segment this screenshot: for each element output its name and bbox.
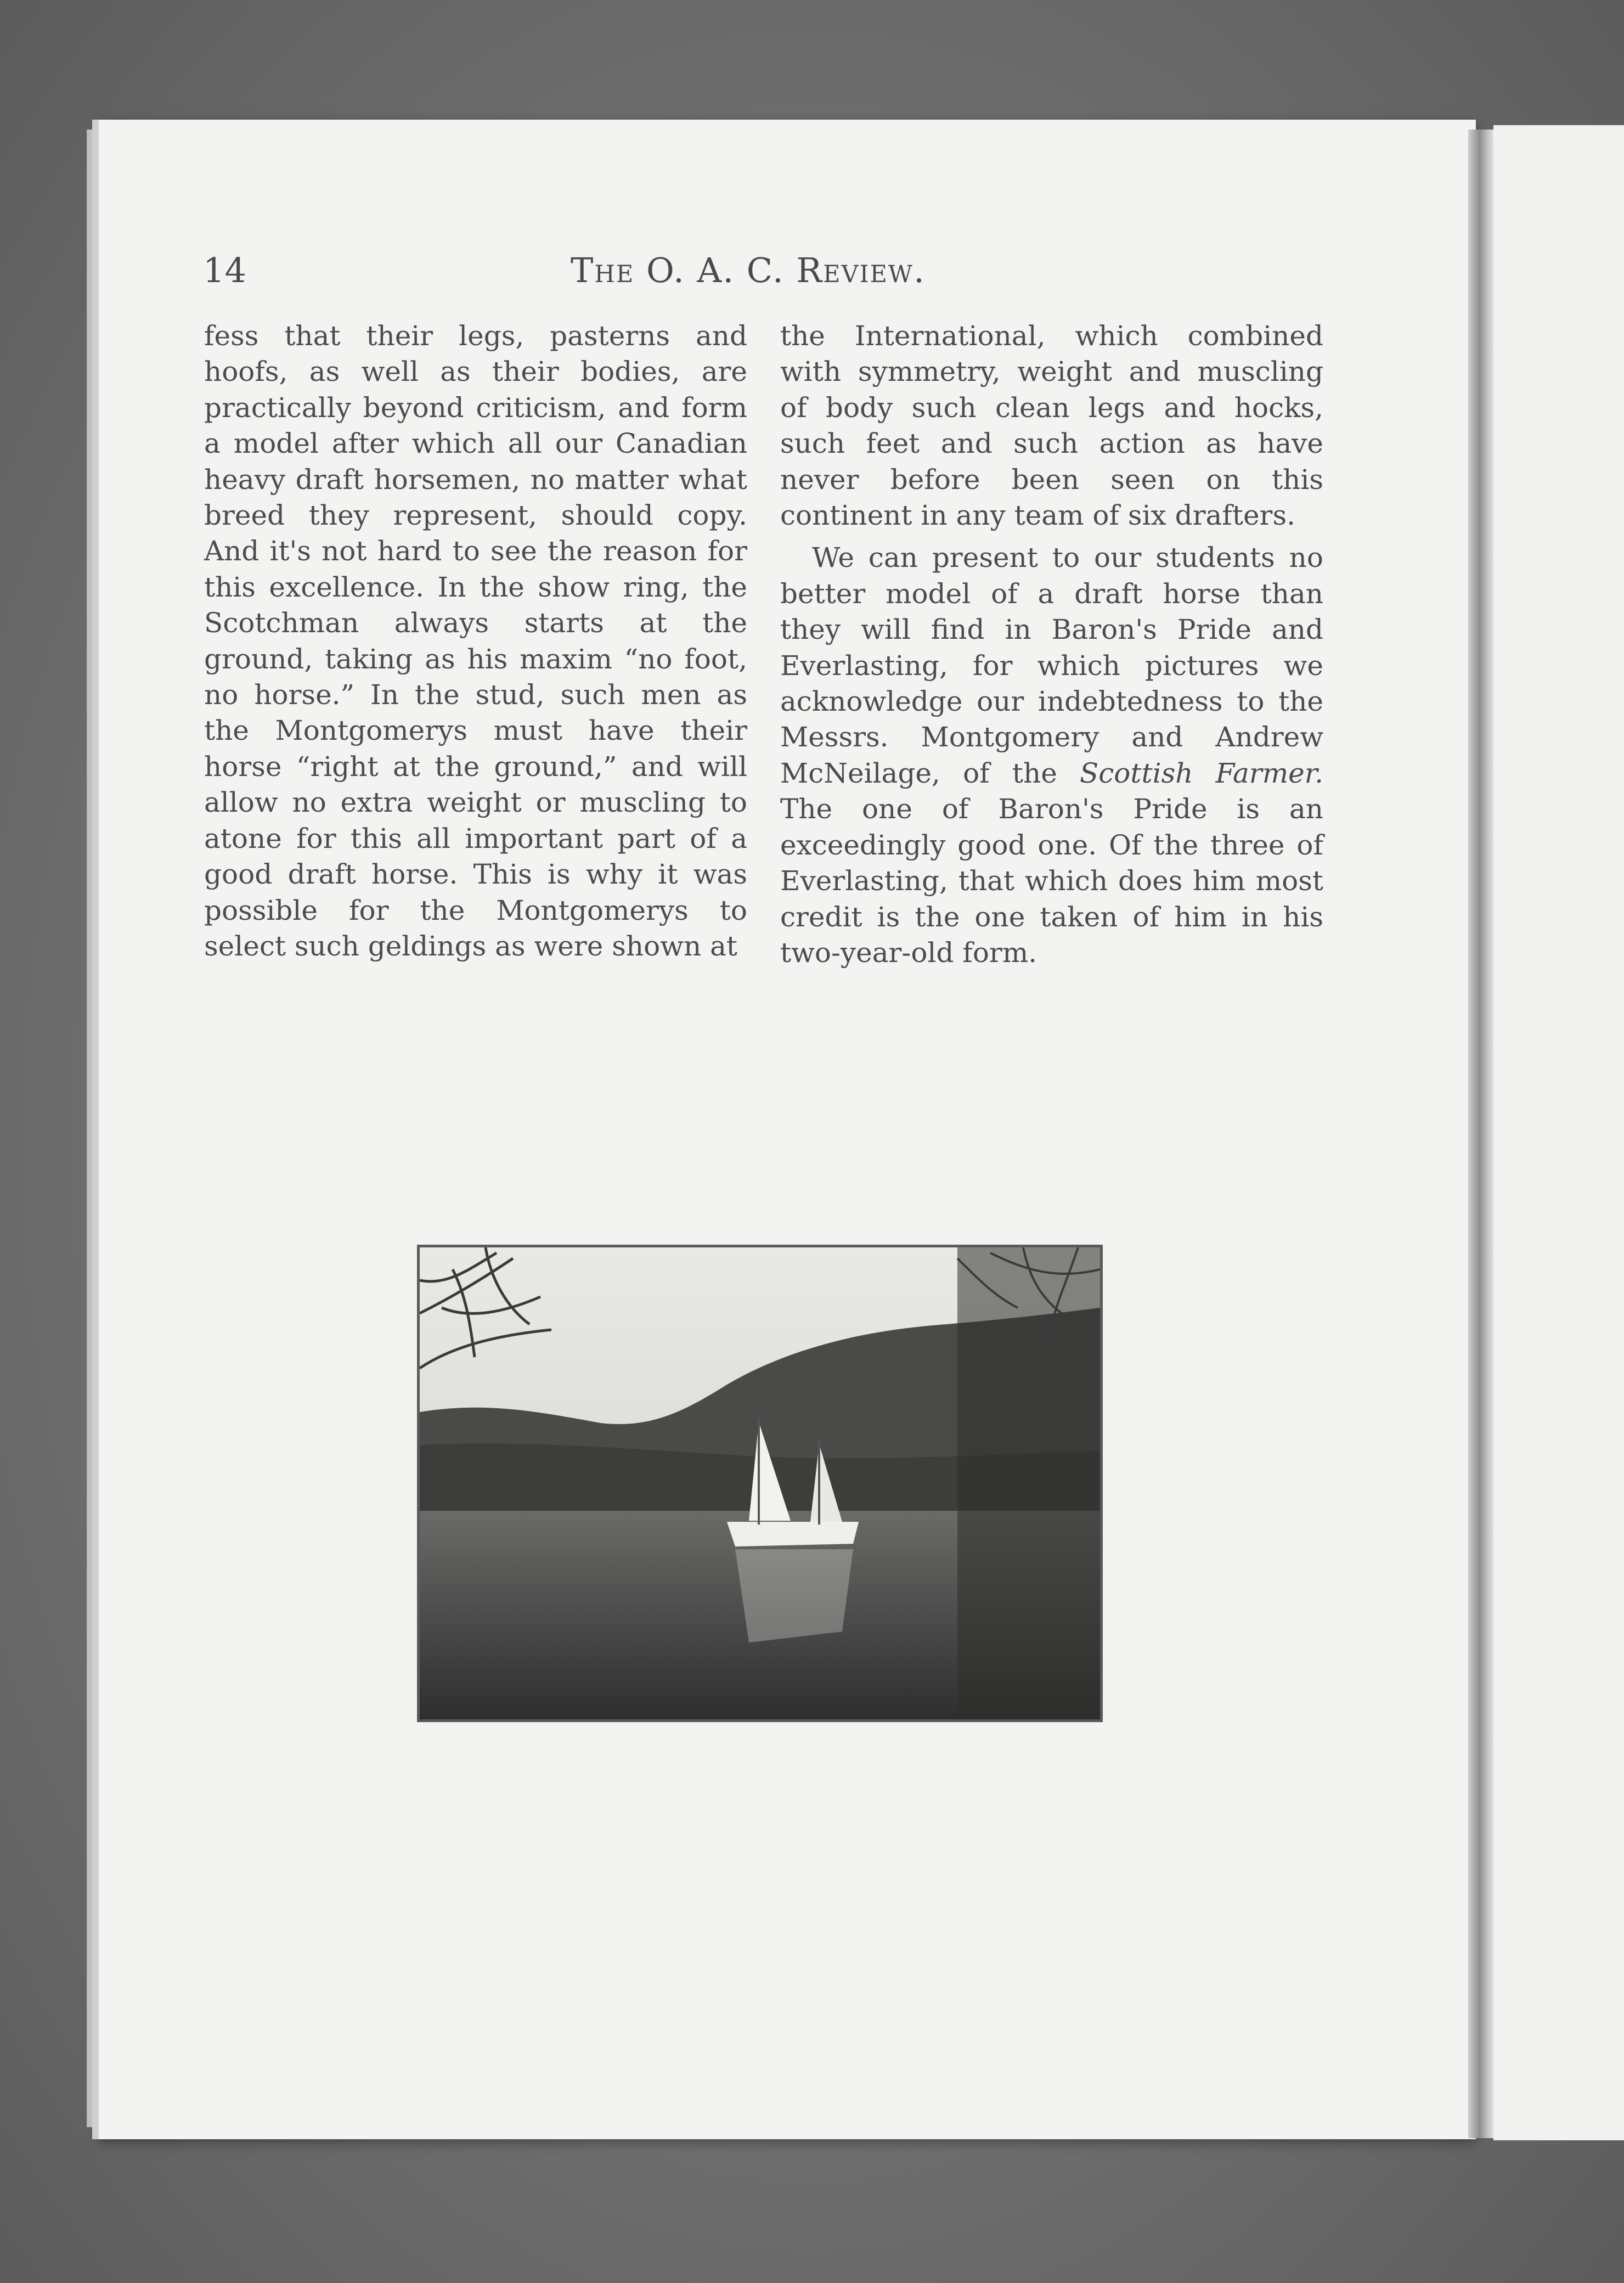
right-paragraph-2 bbox=[780, 540, 1323, 971]
boat-reflection bbox=[735, 1549, 853, 1643]
book-gutter bbox=[1468, 130, 1493, 2138]
second-mast bbox=[818, 1439, 820, 1525]
journal-title: The O. A. C. Review. bbox=[571, 250, 926, 290]
sailboat-on-lake-photo bbox=[417, 1245, 1103, 1722]
photo-illustration bbox=[420, 1247, 1100, 1719]
right-paragraph-1: the International, which combined with symmetry, weight and muscling of body such clean legs and hocks, such feet and such action as have never before been seen on this continent in any team of six drafters. bbox=[780, 320, 1323, 532]
adjacent-page bbox=[1493, 125, 1624, 2140]
boat-hull bbox=[727, 1522, 859, 1547]
left-column bbox=[204, 318, 747, 964]
running-head bbox=[203, 250, 1328, 294]
right-paragraph-2-continued: The one of Baron's Pride is an exceedingly good one. Of the three of Everlasting, that which does him most credit is the one taken of him in his two-year-old form. bbox=[780, 793, 1323, 969]
adjacent-page-letter-marks bbox=[1608, 1761, 1619, 2123]
shoreline-trees bbox=[957, 1247, 1100, 1719]
scottish-farmer-title: Scottish Farmer. bbox=[1080, 757, 1323, 789]
left-column-text: fess that their legs, pasterns and hoofs, as well as their bodies, are practically beyond criticism, and form a model after which all our Canadian heavy draft horsemen, no matter what breed they represent, should copy. And it's not hard to see the reason for this excellence. In the show ring, the Scotchman always starts at the ground, taking as his maxim “no foot, no horse.” In the stud, such men as the Montgomerys must have their horse “right at the ground,” and will allow no extra weight or muscling to atone for this all important part of a good draft horse. This is why it was possible for the Montgomerys to select such geldings as were shown at bbox=[204, 320, 747, 962]
mast bbox=[758, 1418, 760, 1525]
right-paragraph-2-text: We can present to our students no better model of a draft horse than they will find in Baron's Pride and Everlasting, for which pictures we acknowledge our indebtedness to the Messrs. Montgomery and Andrew McNeilage, of the bbox=[780, 542, 1323, 789]
right-column bbox=[780, 318, 1323, 971]
page-number: 14 bbox=[203, 250, 246, 290]
